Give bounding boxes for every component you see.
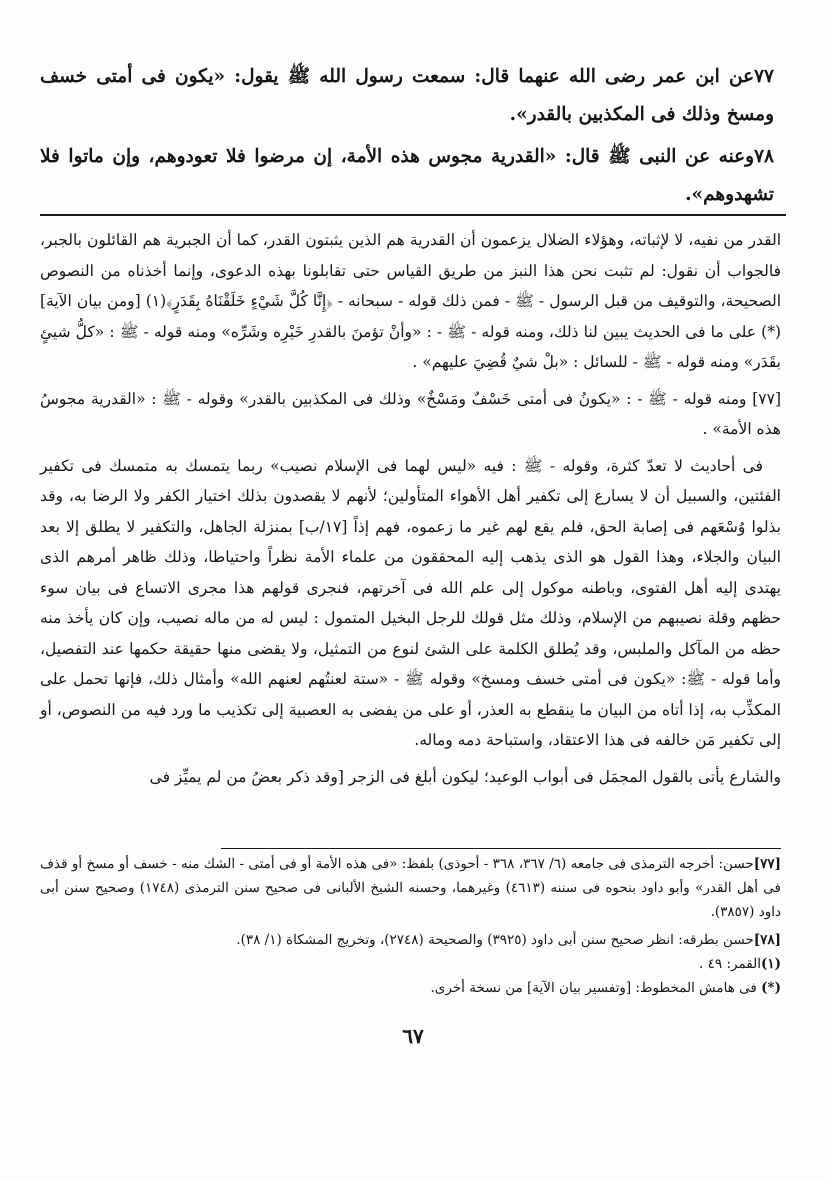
- hadith-number: ٧٧: [754, 66, 774, 87]
- footnote-text: القمر: ٤٩ .: [699, 956, 761, 972]
- section-divider: [40, 214, 786, 216]
- footnote-label: (١): [760, 956, 781, 972]
- commentary-paragraph: والشارع يأتى بالقول المجمَل فى أبواب الوعيد؛ ليكون أبلغ فى الزجر [وقد ذكر بعضُ من لم يميِّز فى: [149, 767, 781, 786]
- footnote-label: (*): [761, 980, 781, 996]
- footnote: [40, 976, 781, 1000]
- hadith-text: عن ابن عمر رضى الله عنهما قال: سمعت رسول الله ﷺ يقول: «يكون فى أمتى خسف ومسخ وذلك فى المكذبين بالقدر».: [40, 66, 774, 125]
- footnotes: [40, 852, 781, 1000]
- footnote-text: حسن بطرقه: انظر صحيح سنن أبى داود (٣٩٢٥) والصحيحة (٢٧٤٨)، وتخريج المشكاة (١/ ٣٨).: [236, 932, 754, 948]
- commentary-body: [40, 225, 781, 792]
- hadith-77: [40, 58, 774, 134]
- footnote-text: فى هامش المخطوط: [وتفسير بيان الآية] من نسخة أخرى.: [430, 980, 757, 996]
- commentary-paragraph: [٧٧] ومنه قوله - ﷺ - : «يكونُ فى أمتى خَسْفٌ ومَسْخٌ» وذلك فى المكذبين بالقدر» وقوله - ﷺ : «القدرية مجوسُ هذه الأمة» .: [40, 389, 781, 438]
- footnote-text: حسن: أخرجه الترمذى فى جامعه (٦/ ٣٦٧، ٣٦٨ - أحوذى) بلفظ: «فى هذه الأمة أو فى أمتى - الشك منه - خسف أو مسخ أو قذف فى أهل القدر» وأبو داود بنحوه فى سننه (٤٦١٣) وغيرهما، وحسنه الشيخ الألبانى فى صحيح سنن الترمذى (١٧٤٨) وصحيح سنن أبى داود (٣٨٥٧).: [40, 856, 781, 920]
- footnote-divider: [221, 848, 781, 849]
- footnote-label: [٧٧]: [753, 856, 781, 872]
- footnote: [40, 852, 781, 924]
- footnote: [40, 952, 781, 976]
- footnote: [40, 928, 781, 952]
- commentary-paragraph: فى أحاديث لا تعدّ كثرة، وقوله - ﷺ : فيه «ليس لهما فى الإسلام نصيب» ربما يتمسك به متمسك فى تكفير الفئتين، والسبيل أن لا يسارع إلى تكفير أهل الأهواء المتأولين؛ لأنهم لا يقصدون بذلك اختيار الكفر ولا الرضا به، وقد بذلوا وُسْعَهم فى إصابة الحق، فلم يقع لهم غير ما زعموه، فهم إذاً [١٧/ب] بمنزلة الجاهل، والتكفير لا يطلق إلا بعد البيان والجلاء، وهذا القول هو الذى يذهب إليه المحققون من علماء الأمة نظراً واحتياطا، وذلك ظاهر أمرهم الذى يهتدى إليه أهل الفتوى، وباطنه موكول إلى علم الله فى آخرتهم، فنجرى قولهم هذا مجرى الاتساع فى بيان سوء حظهم وقلة نصيبهم من الإسلام، وذلك مثل قولك للرجل البخيل المتمول : ليس له من ماله نصيب، وإن كان يأخذ منه حظه من المآكل والملبس، وقد يُطلق الكلمة على الشئ لنوع من التمثيل، ولا يقضى منها حقيقة حكمها عند التفصيل، وأما قوله - ﷺ: «يكون فى أمتى خسف ومسخ» وقوله ﷺ - «ستة لعنتُهم لعنهم الله» وأمثال ذلك، فإنها تحمل على المكذِّب به، إذا أتاه من البيان ما ينقطع به العذر، أو على من يفضى به العصبية إلى تكذيب ما ورد فيه من النصوص، أو إلى تكفير مَن خالفه فى هذا الاعتقاد، واستباحة دمه وماله.: [40, 456, 781, 749]
- page-number: ٦٧: [402, 1024, 424, 1048]
- hadith-text: وعنه عن النبى ﷺ قال: «القدرية مجوس هذه الأمة، إن مرضوا فلا تعودوهم، وإن ماتوا فلا تشهدوهم».: [40, 146, 774, 205]
- commentary-paragraph: القدر من نفيه، لا لإثباته، وهؤلاء الضلال يزعمون أن القدرية هم الذين يثبتون القدر، كما أن الجبرية هم القائلون بالجبر، فالجواب أن نقول: لم تثبت نحن هذا النبز من طريق القياس حتى تقابلونا بهذه الدعوى، وإنما أخذناه من النصوص الصحيحة، والتوقيف من قبل الرسول - ﷺ - فمن ذلك قوله - سبحانه - ﴿إِنَّا كُلَّ شَيْءٍ خَلَقْنَاهُ بِقَدَرٍ﴾(١) [ومن بيان الآية](*) على ما فى الحديث يبين لنا ذلك، ومنه قوله - ﷺ - : «وأنْ تؤمنَ بالقدرِ خَيْرِه وشَرِّه» ومنه قوله - ﷺ : «كلُّ شيئٍ بقَدَر» ومنه قوله - ﷺ - للسائل : «بلْ شيٌ قُضِيَ عليهم» .: [40, 231, 781, 371]
- hadith-78: [40, 138, 774, 214]
- footnote-label: [٧٨]: [753, 932, 781, 948]
- hadith-number: ٧٨: [754, 146, 774, 167]
